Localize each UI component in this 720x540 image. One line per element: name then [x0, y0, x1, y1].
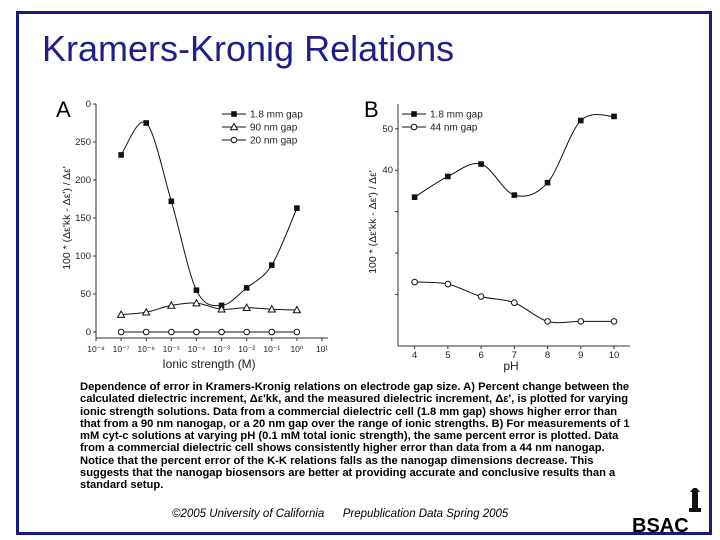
panel-b-series-2-point — [445, 281, 451, 287]
panel-b-series-2-point — [478, 294, 484, 300]
panel-a-series-1-point — [118, 152, 124, 158]
panel-a-series-3-point — [269, 329, 275, 335]
panel-a-y-tick-label: 200 — [75, 175, 91, 186]
panel-b-legend-marker — [411, 124, 417, 130]
panel-b-series-2-point — [412, 279, 418, 285]
panel-label-a: A — [56, 97, 71, 122]
panel-a-x-axis-label: Ionic strength (M) — [162, 357, 256, 371]
panel-a-series-3-point — [118, 329, 124, 335]
panel-a-series-1-point — [269, 262, 275, 268]
copyright-text: ©2005 University of California — [172, 508, 325, 520]
panel-a-legend-label: 20 nm gap — [250, 135, 298, 147]
panel-b-x-tick-label: 10 — [608, 350, 620, 361]
panel-a-series-3-point — [169, 329, 175, 335]
panel-a-y-tick-label: 250 — [75, 137, 91, 148]
panel-a-series-3-point — [219, 329, 225, 335]
panel-a-series-1-point — [169, 198, 175, 204]
panel-a-y-tick-label: 50 — [80, 289, 91, 300]
panel-b-series-2-point — [578, 319, 584, 325]
panel-b-series-1-point — [478, 161, 484, 167]
panel-b-series-1-point — [512, 192, 518, 198]
panel-a-legend-label: 1.8 mm gap — [250, 109, 303, 121]
panel-a-y-tick-label: 100 — [75, 251, 91, 262]
panel-b-y-tick-label: 50 — [382, 123, 393, 135]
panel-a-series-1-point — [244, 285, 250, 291]
panel-b-legend-label: 44 nm gap — [430, 122, 478, 134]
panel-a-x-tick-label: 10¹ — [315, 344, 329, 354]
panel-a-series-3-point — [244, 329, 250, 335]
panel-b-y-axis-label: 100 * (Δε'kk - Δε') / Δε' — [367, 170, 379, 274]
panel-b-legend-marker — [411, 111, 417, 117]
panel-label-b: B — [364, 97, 379, 122]
panel-b-x-tick-label: 9 — [578, 350, 584, 361]
panel-b-series-1-point — [545, 180, 551, 186]
panel-a-legend-marker — [231, 111, 237, 117]
panel-a-series-3-point — [194, 329, 200, 335]
panel-b-y-tick-label: 40 — [382, 165, 393, 177]
panel-a-series-1-point — [143, 120, 149, 126]
panel-a-x-tick-label: 10⁻³ — [213, 344, 230, 354]
panel-b-series-1-point — [611, 114, 617, 120]
slide-title: Kramers-Kronig Relations — [42, 28, 455, 69]
panel-a-series-3-point — [294, 329, 300, 335]
panel-b-x-tick-label: 7 — [511, 350, 517, 361]
panel-a-x-tick-label: 10⁻¹ — [263, 344, 281, 354]
panel-a-x-tick-label: 10⁰ — [290, 344, 304, 354]
panel-a-series-1-point — [294, 205, 300, 211]
prepublication-text: Prepublication Data Spring 2005 — [342, 508, 509, 520]
panel-a-y-tick-label: 0 — [85, 327, 91, 338]
panel-a-series-1-line — [121, 122, 297, 306]
logo-text: BSAC — [632, 515, 689, 534]
panel-a-x-tick-label: 10⁻⁷ — [112, 344, 130, 354]
panel-b-x-tick-label: 4 — [411, 350, 418, 361]
panel-a-x-tick-label: 10⁻⁵ — [162, 344, 181, 354]
panel-a-x-tick-label: 10⁻⁶ — [137, 344, 155, 354]
panel-b-series-2-point — [512, 300, 518, 306]
panel-a-series-3-point — [143, 329, 149, 335]
panel-a-legend-marker — [231, 137, 237, 143]
panel-b-x-tick-label: 5 — [445, 350, 451, 361]
panel-b-series-2-point — [611, 319, 617, 325]
panel-a-y-tick-label: 150 — [75, 213, 91, 224]
panel-a-y-axis-label: 100 * (Δε'kk - Δε') / Δε' — [61, 166, 73, 270]
panel-b-x-tick-label: 8 — [544, 350, 551, 361]
panel-a-legend-label: 90 nm gap — [250, 122, 298, 134]
panel-a-y-tick-label: 0 — [85, 99, 91, 110]
panel-b-series-1-point — [445, 174, 451, 180]
footer — [172, 508, 508, 520]
panel-b-series-1-point — [578, 118, 584, 124]
panel-a-x-tick-label: 10⁻² — [238, 344, 256, 354]
panel-a-x-tick-label: 10⁻⁴ — [187, 344, 206, 354]
panel-b-series-2-point — [545, 319, 551, 325]
panel-a-series-1-point — [194, 287, 200, 293]
bsac-logo — [632, 488, 712, 534]
panel-b-series-1-point — [412, 194, 418, 200]
panel-b-x-axis-label: pH — [503, 359, 519, 373]
panel-a-x-tick-label: 10⁻⁸ — [87, 344, 105, 354]
panel-b-x-tick-label: 6 — [478, 350, 484, 361]
figure-caption: Dependence of error in Kramers-Kronig relations on electrode gap size. A) Percent change between the calculated dielectric increment, Δε'kk, and the measured dielectric increment, Δε', is plotted for varying ionic strength solutions. Data from a commercial dielectric cell (1.8 mm gap) shows higher error than that from a 90 nm nanogap, or a 20 nm gap over the range of ionic strengths. B) For measurements of 1 mM cyt-c solutions at varying pH (0.1 mM total ionic strength), the same percent error is plotted. Data from a commercial dielectric cell shows consistently higher error than data from a 44 nm nanogap. Notice that the percent error of the K-K relations falls as the nanogap dimensions decrease. This suggests that the nanogap biosensors are better at providing accurate and conclusive results than a standard setup. — [80, 381, 630, 492]
panel-b-legend-label: 1.8 mm gap — [430, 109, 483, 121]
